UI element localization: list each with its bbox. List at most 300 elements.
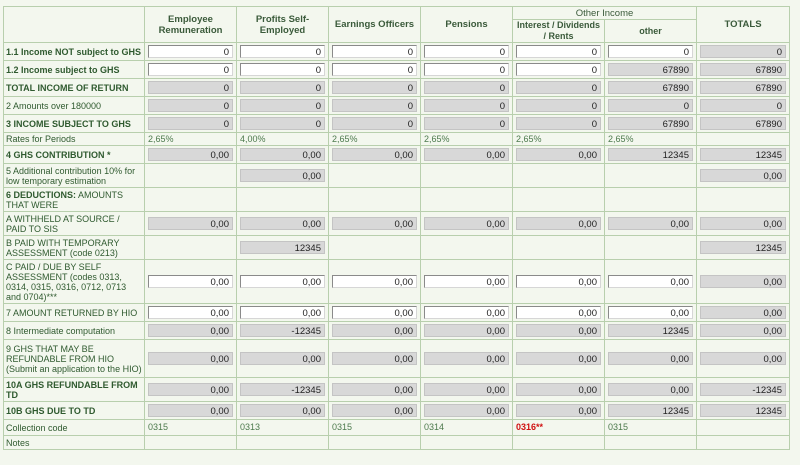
computed-field: 12345 (700, 404, 786, 417)
computed-field: 0,00 (332, 404, 417, 417)
table-cell (513, 188, 605, 212)
amount-input[interactable]: 0 (516, 45, 601, 58)
table-cell (329, 188, 421, 212)
computed-field: 0,00 (424, 148, 509, 161)
row-label-text: 5 Additional contribution 10% for low temporary estimation (6, 165, 136, 186)
static-value: 0315 (148, 422, 169, 432)
table-cell (237, 236, 329, 260)
table-cell (421, 146, 513, 164)
computed-field: 67890 (700, 117, 786, 130)
amount-input[interactable]: 0 (424, 45, 509, 58)
row-label-text: 7 AMOUNT RETURNED BY HIO (6, 307, 138, 318)
table-cell (605, 322, 697, 340)
computed-field: 0,00 (240, 404, 325, 417)
table-cell (513, 164, 605, 188)
row-label (4, 61, 145, 79)
computed-field: 0,00 (332, 352, 417, 365)
amount-input[interactable]: 0,00 (332, 275, 417, 288)
row-label-text: Collection code (6, 422, 68, 433)
table-cell (329, 212, 421, 236)
collection-code-highlight: 0316** (516, 422, 544, 432)
table-cell (605, 97, 697, 115)
computed-field: 67890 (608, 63, 693, 76)
computed-field: 0 (424, 81, 509, 94)
table-cell (145, 212, 237, 236)
row-label (4, 378, 145, 402)
table-cell (421, 340, 513, 378)
table-cell (145, 43, 237, 61)
computed-field: 0,00 (148, 404, 233, 417)
corner-cell (4, 7, 145, 43)
table-cell (329, 236, 421, 260)
computed-field: 0,00 (516, 217, 601, 230)
table-cell (329, 260, 421, 304)
col-group-other-income: Other Income (513, 7, 697, 20)
table-cell (605, 236, 697, 260)
table-cell (145, 340, 237, 378)
table-cell (697, 260, 790, 304)
table-cell (605, 420, 697, 436)
table-cell (329, 97, 421, 115)
table-cell (697, 97, 790, 115)
amount-input[interactable]: 0,00 (608, 306, 693, 319)
table-cell (697, 322, 790, 340)
amount-input[interactable]: 0 (608, 45, 693, 58)
computed-field: 0,00 (608, 383, 693, 396)
table-cell (145, 304, 237, 322)
row-label-text: B PAID WITH TEMPORARY ASSESSMENT (code 0213) (6, 237, 120, 258)
table-cell (605, 188, 697, 212)
table-cell (421, 61, 513, 79)
table-cell (421, 420, 513, 436)
table-cell (513, 260, 605, 304)
computed-field: 0 (424, 117, 509, 130)
table-cell (605, 164, 697, 188)
table-cell (697, 79, 790, 97)
computed-field: 0,00 (700, 169, 786, 182)
row-label (4, 133, 145, 146)
computed-field: 0,00 (332, 324, 417, 337)
computed-field: -12345 (240, 324, 325, 337)
row-label-text: TOTAL INCOME OF RETURN (6, 82, 129, 93)
table-row (4, 97, 790, 115)
computed-field: 0,00 (240, 148, 325, 161)
table-cell (329, 340, 421, 378)
row-label-rest: AMOUNTS THAT WERE (6, 189, 124, 210)
static-value: 2,65% (516, 133, 542, 144)
row-label (4, 402, 145, 420)
row-label (4, 304, 145, 322)
computed-field: 0 (516, 81, 601, 94)
computed-field: 0,00 (516, 383, 601, 396)
row-label-text: 1.1 Income NOT subject to GHS (6, 46, 142, 57)
table-cell (145, 79, 237, 97)
table-cell (697, 188, 790, 212)
row-label (4, 164, 145, 188)
static-value: 0315 (332, 422, 353, 432)
computed-field: 12345 (700, 148, 786, 161)
table-cell (237, 212, 329, 236)
table-cell (237, 97, 329, 115)
table-cell (421, 43, 513, 61)
table-cell (697, 212, 790, 236)
computed-field: 0,00 (332, 217, 417, 230)
income-table (3, 6, 790, 450)
table-row (4, 402, 790, 420)
table-cell (145, 115, 237, 133)
table-cell (605, 146, 697, 164)
table-cell (237, 188, 329, 212)
computed-field: 0 (240, 99, 325, 112)
table-cell (513, 43, 605, 61)
table-cell (697, 146, 790, 164)
table-cell (145, 97, 237, 115)
table-cell (605, 402, 697, 420)
table-cell (513, 115, 605, 133)
amount-input[interactable]: 0 (148, 63, 233, 76)
computed-field: 0 (148, 99, 233, 112)
table-row (4, 164, 790, 188)
table-cell (329, 43, 421, 61)
computed-field: 0,00 (700, 217, 786, 230)
table-cell (697, 378, 790, 402)
computed-field: 0,00 (148, 352, 233, 365)
table-cell (605, 260, 697, 304)
table-cell (513, 402, 605, 420)
table-cell (421, 133, 513, 146)
row-label (4, 43, 145, 61)
row-label (4, 340, 145, 378)
table-cell (513, 146, 605, 164)
computed-field: 12345 (700, 241, 786, 254)
static-value: 0315 (608, 422, 629, 432)
table-cell (237, 61, 329, 79)
computed-field: 0,00 (700, 275, 786, 288)
table-row (4, 43, 790, 61)
table-cell (605, 61, 697, 79)
table-cell (329, 304, 421, 322)
row-label-text: Rates for Periods (6, 134, 76, 144)
table-cell (145, 260, 237, 304)
table-row (4, 322, 790, 340)
computed-field: 12345 (608, 148, 693, 161)
computed-field: 12345 (608, 324, 693, 337)
table-cell (145, 146, 237, 164)
computed-field: 67890 (700, 63, 786, 76)
table-cell (145, 164, 237, 188)
row-label (4, 236, 145, 260)
computed-field: 0,00 (700, 324, 786, 337)
table-cell (421, 79, 513, 97)
table-cell (605, 79, 697, 97)
col-header-employee: Employee Remuneration (145, 7, 237, 43)
computed-field: 0,00 (608, 217, 693, 230)
table-row (4, 133, 790, 146)
computed-field: 0 (148, 81, 233, 94)
table-row (4, 79, 790, 97)
table-cell (605, 436, 697, 450)
computed-field: 0,00 (516, 404, 601, 417)
computed-field: 0 (240, 117, 325, 130)
computed-field: 0,00 (240, 169, 325, 182)
computed-field: 67890 (608, 81, 693, 94)
computed-field: 0,00 (148, 148, 233, 161)
table-cell (421, 304, 513, 322)
table-cell (237, 260, 329, 304)
table-cell (329, 79, 421, 97)
table-row (4, 420, 790, 436)
table-cell (697, 236, 790, 260)
amount-input[interactable]: 0 (332, 45, 417, 58)
table-cell (697, 133, 790, 146)
table-cell (145, 402, 237, 420)
computed-field: 0,00 (516, 148, 601, 161)
col-header-other: other (605, 20, 697, 43)
table-cell (145, 236, 237, 260)
computed-field: 12345 (240, 241, 325, 254)
table-cell (697, 61, 790, 79)
computed-field: 0,00 (516, 352, 601, 365)
table-row (4, 212, 790, 236)
col-header-pensions: Pensions (421, 7, 513, 43)
table-row (4, 304, 790, 322)
table-cell (421, 97, 513, 115)
computed-field: 67890 (608, 117, 693, 130)
computed-field: 0,00 (424, 217, 509, 230)
table-cell (145, 378, 237, 402)
table-cell (329, 115, 421, 133)
table-cell (421, 236, 513, 260)
table-cell (145, 61, 237, 79)
computed-field: 0 (332, 81, 417, 94)
table-cell (697, 420, 790, 436)
table-cell (697, 304, 790, 322)
computed-field: -12345 (240, 383, 325, 396)
row-label-text: C PAID / DUE BY SELF ASSESSMENT (codes 0313, 0314, 0315, 0316, 0712, 0713 and 0704)*** (6, 261, 127, 302)
table-cell (145, 322, 237, 340)
table-cell (421, 436, 513, 450)
table-row (4, 340, 790, 378)
table-cell (605, 43, 697, 61)
table-cell (513, 378, 605, 402)
col-header-officers: Earnings Officers (329, 7, 421, 43)
table-cell (329, 133, 421, 146)
computed-field: 0 (700, 99, 786, 112)
table-cell (237, 115, 329, 133)
table-row (4, 260, 790, 304)
table-cell (237, 79, 329, 97)
table-cell (421, 115, 513, 133)
computed-field: -12345 (700, 383, 786, 396)
table-cell (145, 188, 237, 212)
computed-field: 0,00 (148, 324, 233, 337)
row-label (4, 146, 145, 164)
table-cell (329, 164, 421, 188)
row-label (4, 322, 145, 340)
computed-field: 0,00 (240, 352, 325, 365)
computed-field: 0,00 (516, 324, 601, 337)
amount-input[interactable]: 0,00 (240, 275, 325, 288)
col-header-profits: Profits Self-Employed (237, 7, 329, 43)
table-row (4, 378, 790, 402)
static-value: 2,65% (424, 133, 450, 144)
amount-input[interactable]: 0,00 (424, 275, 509, 288)
amount-input[interactable]: 0,00 (424, 306, 509, 319)
table-cell (697, 43, 790, 61)
table-cell (237, 133, 329, 146)
table-cell (605, 340, 697, 378)
table-row (4, 236, 790, 260)
amount-input[interactable]: 0,00 (332, 306, 417, 319)
computed-field: 12345 (608, 404, 693, 417)
amount-input[interactable]: 0,00 (240, 306, 325, 319)
table-cell (237, 340, 329, 378)
table-cell (421, 164, 513, 188)
table-cell (513, 79, 605, 97)
row-label (4, 436, 145, 450)
table-cell (697, 164, 790, 188)
computed-field: 0 (148, 117, 233, 130)
row-label (4, 188, 145, 212)
amount-input[interactable]: 0,00 (608, 275, 693, 288)
row-label-text: A WITHHELD AT SOURCE / PAID TO SIS (6, 213, 120, 234)
table-cell (145, 133, 237, 146)
amount-input[interactable]: 0 (424, 63, 509, 76)
row-label-strong: 6 DEDUCTIONS: (6, 189, 77, 200)
table-cell (513, 133, 605, 146)
table-cell (329, 420, 421, 436)
static-value: 0313 (240, 422, 261, 432)
computed-field: 0,00 (148, 217, 233, 230)
table-cell (237, 420, 329, 436)
computed-field: 0 (516, 99, 601, 112)
table-cell (145, 436, 237, 450)
table-row (4, 146, 790, 164)
table-cell (237, 436, 329, 450)
static-value: 0314 (424, 422, 445, 432)
computed-field: 67890 (700, 81, 786, 94)
computed-field: 0,00 (424, 352, 509, 365)
row-label-text: 3 INCOME SUBJECT TO GHS (6, 118, 131, 129)
amount-input[interactable]: 0,00 (516, 275, 601, 288)
computed-field: 0,00 (332, 148, 417, 161)
amount-input[interactable]: 0 (148, 45, 233, 58)
computed-field: 0,00 (240, 217, 325, 230)
computed-field: 0 (424, 99, 509, 112)
col-header-totals: TOTALS (697, 7, 790, 43)
table-row (4, 115, 790, 133)
amount-input[interactable]: 0,00 (148, 306, 233, 319)
table-cell (697, 436, 790, 450)
table-cell (237, 146, 329, 164)
amount-input[interactable]: 0 (516, 63, 601, 76)
row-label (4, 420, 145, 436)
amount-input[interactable]: 0,00 (148, 275, 233, 288)
computed-field: 0,00 (424, 324, 509, 337)
row-label (4, 115, 145, 133)
table-cell (237, 164, 329, 188)
row-label-text: 4 GHS CONTRIBUTION * (6, 149, 111, 160)
amount-input[interactable]: 0,00 (516, 306, 601, 319)
table-cell (697, 340, 790, 378)
row-label-text: 10A GHS REFUNDABLE FROM TD (6, 379, 138, 400)
row-label-text: 8 Intermediate computation (6, 325, 116, 336)
table-row (4, 436, 790, 450)
table-cell (513, 322, 605, 340)
computed-field: 0,00 (332, 383, 417, 396)
table-cell (605, 115, 697, 133)
table-cell (421, 260, 513, 304)
computed-field: 0 (516, 117, 601, 130)
table-cell (421, 322, 513, 340)
computed-field: 0 (608, 99, 693, 112)
row-label-text: Notes (6, 437, 30, 448)
table-cell (329, 322, 421, 340)
computed-field: 0 (240, 81, 325, 94)
amount-input[interactable]: 0 (332, 63, 417, 76)
table-cell (513, 61, 605, 79)
table-cell (329, 402, 421, 420)
amount-input[interactable]: 0 (240, 63, 325, 76)
table-cell (329, 61, 421, 79)
table-cell (329, 378, 421, 402)
table-cell (237, 304, 329, 322)
static-value: 4,00% (240, 133, 266, 144)
amount-input[interactable]: 0 (240, 45, 325, 58)
table-cell (513, 420, 605, 436)
row-label (4, 97, 145, 115)
table-cell (697, 115, 790, 133)
row-label (4, 79, 145, 97)
table-cell (237, 378, 329, 402)
computed-field: 0,00 (424, 404, 509, 417)
row-label (4, 260, 145, 304)
table-cell (513, 97, 605, 115)
static-value: 2,65% (148, 133, 174, 144)
row-label-text: 1.2 Income subject to GHS (6, 64, 120, 75)
table-cell (329, 146, 421, 164)
table-cell (605, 378, 697, 402)
table-cell (513, 340, 605, 378)
computed-field: 0 (700, 45, 786, 58)
row-label-text: 9 GHS THAT MAY BE REFUNDABLE FROM HIO (Submit an application to the HIO) (6, 343, 142, 374)
table-cell (513, 304, 605, 322)
table-cell (421, 402, 513, 420)
table-cell (421, 188, 513, 212)
row-label-text: 10B GHS DUE TO TD (6, 405, 96, 416)
computed-field: 0,00 (424, 383, 509, 396)
table-row (4, 61, 790, 79)
table-cell (605, 304, 697, 322)
table-cell (605, 133, 697, 146)
computed-field: 0 (332, 99, 417, 112)
computed-field: 0,00 (608, 352, 693, 365)
static-value: 2,65% (608, 133, 634, 144)
col-header-interest: Interest / Dividends / Rents (513, 20, 605, 43)
table-cell (237, 43, 329, 61)
table-cell (513, 236, 605, 260)
table-cell (421, 212, 513, 236)
table-cell (513, 436, 605, 450)
computed-field: 0 (332, 117, 417, 130)
table-cell (421, 378, 513, 402)
table-cell (329, 436, 421, 450)
table-cell (145, 420, 237, 436)
computed-field: 0,00 (148, 383, 233, 396)
computed-field: 0,00 (700, 352, 786, 365)
static-value: 2,65% (332, 133, 358, 144)
table-cell (605, 212, 697, 236)
